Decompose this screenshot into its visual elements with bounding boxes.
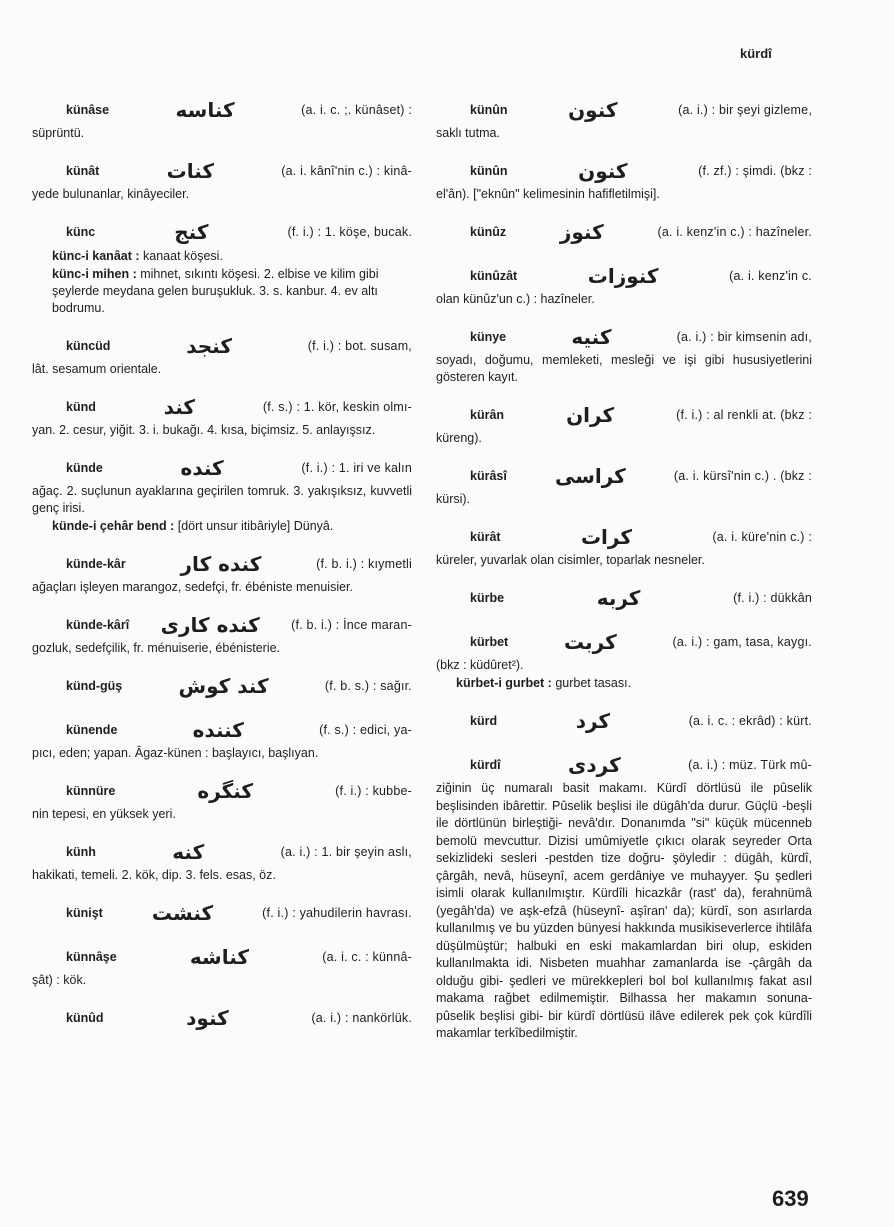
arabic-spelling: كناشه: [189, 944, 250, 969]
gloss-continuation: soyadı, doğumu, memleketi, mesleği ve işi gibi hususiyetlerini gösteren kayıt.: [436, 353, 812, 384]
dictionary-entry: [436, 522, 812, 569]
gloss-start: (f. i.) : yahudilerin havrası.: [262, 905, 412, 920]
sub-entry: [52, 266, 412, 317]
headword: künât: [66, 163, 100, 178]
gloss-start: (f. b. s.) : sağır.: [324, 678, 412, 693]
gloss-start: (f. i.) : dükkân: [733, 590, 812, 605]
gloss-continuation: gozluk, sedefçilik, fr. ménuiserie, ébénisterie.: [32, 641, 281, 655]
sub-entry-text: kanaat köşesi.: [143, 249, 223, 263]
dictionary-entry: [32, 942, 412, 989]
headword-line: [32, 942, 412, 972]
dictionary-entry: [32, 671, 412, 701]
arabic-spelling: كننده: [192, 717, 244, 742]
arabic-spelling: كنود: [186, 1005, 229, 1030]
dictionary-entry: [436, 261, 812, 308]
dictionary-entry: [32, 549, 412, 596]
dictionary-entry: [32, 776, 412, 823]
headword: kürdî: [470, 757, 501, 772]
gloss-continuation: yede bulunanlar, kinâyeciler.: [32, 187, 190, 201]
headword: künişt: [66, 905, 103, 920]
gloss-start: (a. i.) : nankörlük.: [311, 1010, 412, 1025]
gloss-start: (f. b. i.) : kıymetli: [316, 556, 412, 571]
gloss-start: (a. i.) : gam, tasa, kaygı.: [672, 634, 812, 649]
arabic-spelling: كنون: [578, 158, 628, 183]
dictionary-entry: [32, 1003, 412, 1033]
gloss-start: (f. i.) : kubbe-: [335, 783, 412, 798]
sub-entry-head: künc-i mihen :: [52, 267, 137, 281]
gloss-continuation: küreng).: [436, 431, 482, 445]
gloss-continuation: hakikati, temeli. 2. kök, dip. 3. fels. esas, öz.: [32, 868, 276, 882]
arabic-spelling: كربت: [563, 629, 617, 654]
headword-line: [32, 331, 412, 361]
sub-entry-head: kürbet-i gurbet :: [456, 676, 552, 690]
headword: künc: [66, 224, 96, 239]
gloss-continuation: el'ân). ["eknûn" kelimesinin hafifletilmişi].: [436, 187, 660, 201]
headword-line: [32, 715, 412, 745]
headword: künde-kâr: [66, 556, 126, 571]
headword-line: [32, 95, 412, 125]
arabic-spelling: كرد: [575, 708, 611, 733]
gloss-start: (f. i.) : 1. iri ve kalın: [301, 460, 412, 475]
sub-entry-head: künc-i kanâat :: [52, 249, 140, 263]
arabic-spelling: كرات: [580, 524, 632, 549]
headword-line: [436, 217, 812, 247]
headword: künûn: [470, 163, 508, 178]
dictionary-entry: [32, 95, 412, 142]
dictionary-entry: [436, 95, 812, 142]
arabic-spelling: كنون: [568, 97, 618, 122]
arabic-spelling: كنج: [174, 219, 209, 244]
gloss-continuation: yan. 2. cesur, yiğit. 3. i. bukağı. 4. kısa, biçimsiz. 5. anlayışsız.: [32, 423, 376, 437]
dictionary-entry: [436, 400, 812, 447]
gloss-continuation: küreler, yuvarlak olan cisimler, toparlak nesneler.: [436, 553, 705, 567]
dictionary-entry: [32, 715, 412, 762]
gloss-start: (f. i.) : al renkli at. (bkz :: [676, 407, 812, 422]
running-head: kürdî: [740, 46, 772, 61]
headword-line: [436, 706, 812, 736]
headword-line: [436, 95, 812, 125]
dictionary-entry: [436, 217, 812, 247]
dictionary-entry: [32, 610, 412, 657]
dictionary-entry: [32, 156, 412, 203]
headword-line: [32, 217, 412, 247]
gloss-start: (a. i. kânî'nin c.) : kinâ-: [281, 163, 412, 178]
headword: künh: [66, 844, 96, 859]
gloss-start: (f. s.) : 1. kör, keskin olmı-: [262, 399, 412, 414]
headword-line: [436, 461, 812, 491]
dictionary-entry: [436, 583, 812, 613]
dictionary-entry: [32, 898, 412, 928]
arabic-spelling: كنه: [172, 839, 205, 864]
headword-line: [436, 400, 812, 430]
gloss-continuation: şât) : kök.: [32, 973, 87, 987]
sub-entry: [52, 248, 412, 265]
arabic-spelling: كنده كارى: [160, 612, 260, 637]
sub-entry-head: künde-i çehâr bend :: [52, 519, 175, 533]
arabic-spelling: كنده: [180, 455, 224, 480]
gloss-continuation: olan künûz'un c.) : hazîneler.: [436, 292, 595, 306]
dictionary-entry: [436, 706, 812, 736]
gloss-start: (a. i.) : bir kimsenin adı,: [676, 329, 812, 344]
gloss-start: (a. i. c. : künnâ-: [322, 949, 412, 964]
headword-line: [436, 750, 812, 780]
page-number: 639: [772, 1186, 809, 1211]
headword-line: [32, 392, 412, 422]
headword: künde-kârî: [66, 617, 130, 632]
headword: küncüd: [66, 338, 111, 353]
headword-line: [32, 898, 412, 928]
gloss-start: (f. s.) : edici, ya-: [319, 722, 412, 737]
headword: künûzât: [470, 268, 518, 283]
gloss-continuation: kürsi).: [436, 492, 471, 506]
headword-line: [436, 322, 812, 352]
gloss-continuation: ziğinin üç numaralı basit makamı. Kürdî dörtlüsü ile pûselik beşlisinden ibârettir. Pûselik beşlisi ile dügâh'da durur. Güçlü -beşli ile dörtlünün birleştiği- nevâ'dır. Donanımda "si" küçük mücenneb bemolü mevcuttur. Dizisi umûmiyetle çıkıcı olarak seyreder Orta sekizlideki sesleri -pestden tize doğru- şöyledir : dügâh, kürdî, çârgâh, nevâ, hüseynî, acem gerdâniye ve muhayyer. Şu şedleri isimli olarak kullanılmıştır. Kürdîli hicazkâr (rast' da), ferahnümâ (yegâh'da) ve aşk-efzâ (hüseynî- aşîran' da); kürdî, son asırlarda kullanılmış ve bu yüzden bünyesi hakkında musikiseverlerce ihtilâfa düşülmüştür; halbuki en eski makamlardan biri olup, eskiden kullanılmakta idi. Nisbeten muahhar zamanlarda ise -çârgâh da olduğu gibi- şedleri ve mürekkepleri bol bol kullanılmış fakat asıl makama rağbet edilmemiştir. Bilhassa her makamın sonuna- pûselik beşlisi gibi- bir kürdî dörtlüsü ilâve edilerek pek çok kürdîli makamlar terkîbedilmiştir.: [436, 781, 812, 1040]
gloss-start: (a. i.) : bir şeyi gizleme,: [678, 102, 812, 117]
gloss-continuation: ağaç. 2. suçlunun ayaklarına geçirilen tomruk. 3. yakışıksız, kuvvetli genç irisi.: [32, 484, 412, 515]
gloss-start: (a. i. kenz'in c.) : hazîneler.: [657, 224, 812, 239]
arabic-spelling: كنوز: [559, 219, 604, 244]
gloss-continuation: saklı tutma.: [436, 126, 500, 140]
gloss-start: (a. i. c. ;. künâset) :: [301, 102, 412, 117]
headword-line: [32, 610, 412, 640]
headword: kürât: [470, 529, 501, 544]
headword: kürbe: [470, 590, 505, 605]
headword-line: [436, 522, 812, 552]
dictionary-entry: [436, 627, 812, 692]
dictionary-entry: [32, 453, 412, 535]
headword-line: [32, 671, 412, 701]
arabic-spelling: كران: [566, 402, 615, 427]
left-column: [32, 95, 412, 1047]
arabic-spelling: كند كوش: [178, 673, 269, 698]
gloss-start: (a. i. küre'nin c.) :: [712, 529, 812, 544]
headword-line: [436, 583, 812, 613]
headword: künûn: [470, 102, 508, 117]
gloss-start: (a. i.) : müz. Türk mû-: [688, 757, 812, 772]
headword: künde: [66, 460, 103, 475]
dictionary-entry: [436, 750, 812, 1043]
dictionary-entry: [436, 322, 812, 386]
sub-entry: [52, 518, 412, 535]
headword: künnâşe: [66, 949, 117, 964]
arabic-spelling: كند: [163, 394, 196, 419]
dictionary-entry: [436, 461, 812, 508]
arabic-spelling: كراسى: [554, 463, 626, 488]
arabic-spelling: كنده كار: [180, 551, 262, 576]
headword: kürâsî: [470, 468, 507, 483]
dictionary-entry: [32, 392, 412, 439]
arabic-spelling: كربه: [596, 585, 641, 610]
headword: künye: [470, 329, 507, 344]
dictionary-entry: [436, 156, 812, 203]
arabic-spelling: كنات: [166, 158, 214, 183]
arabic-spelling: كردى: [568, 752, 621, 777]
headword: künûd: [66, 1010, 104, 1025]
headword: künende: [66, 722, 118, 737]
gloss-start: (a. i.) : 1. bir şeyin aslı,: [280, 844, 412, 859]
arabic-spelling: كنوزات: [587, 263, 659, 288]
headword: künnüre: [66, 783, 116, 798]
headword: kürbet: [470, 634, 509, 649]
arabic-spelling: كنجد: [186, 333, 232, 358]
gloss-start: (f. i.) : 1. köşe, bucak.: [287, 224, 412, 239]
gloss-start: (a. i. kenz'in c.: [729, 268, 812, 283]
gloss-continuation: pıcı, eden; yapan. Âgaz-künen : başlayıcı, başlıyan.: [32, 746, 319, 760]
headword: künd: [66, 399, 96, 414]
gloss-start: (a. i. c. : ekrâd) : kürt.: [688, 713, 812, 728]
arabic-spelling: كنيه: [571, 324, 612, 349]
headword-line: [436, 261, 812, 291]
gloss-start: (a. i. kürsî'nin c.) . (bkz :: [673, 468, 812, 483]
arabic-spelling: كنشت: [151, 900, 214, 925]
headword-line: [32, 453, 412, 483]
gloss-start: (f. i.) : bot. susam,: [307, 338, 412, 353]
headword-line: [32, 156, 412, 186]
dictionary-entry: [32, 837, 412, 884]
sub-entry-text: [dört unsur itibâriyle] Dünyâ.: [177, 519, 334, 533]
headword-line: [32, 776, 412, 806]
gloss-continuation: (bkz : küdûret²).: [436, 658, 524, 672]
sub-entry: [456, 675, 812, 692]
headword: künâse: [66, 102, 110, 117]
arabic-spelling: كنگره: [197, 778, 254, 803]
gloss-start: (f. zf.) : şimdi. (bkz :: [698, 163, 812, 178]
headword-line: [32, 549, 412, 579]
headword: künd-güş: [66, 678, 123, 693]
gloss-continuation: ağaçları işleyen marangoz, sedefçi, fr. ébéniste menuisier.: [32, 580, 354, 594]
sub-entry-text: mihnet, sıkıntı köşesi. 2. elbise ve kilim gibi şeylerde meydana gelen buruşukluk. 3. s. kanbur. 4. ev altı bodrumu.: [52, 267, 379, 315]
sub-entry-text: gurbet tasası.: [555, 676, 632, 690]
headword-line: [32, 837, 412, 867]
arabic-spelling: كناسه: [175, 97, 235, 122]
dictionary-entry: [32, 217, 412, 317]
gloss-continuation: süprüntü.: [32, 126, 85, 140]
right-column: [436, 95, 812, 1057]
headword-line: [32, 1003, 412, 1033]
headword: kürd: [470, 713, 498, 728]
headword: künûz: [470, 224, 507, 239]
headword-line: [436, 627, 812, 657]
gloss-continuation: nin tepesi, en yüksek yeri.: [32, 807, 176, 821]
headword: kürân: [470, 407, 505, 422]
dictionary-entry: [32, 331, 412, 378]
headword-line: [436, 156, 812, 186]
gloss-continuation: lât. sesamum orientale.: [32, 362, 162, 376]
gloss-start: (f. b. i.) : İnce maran-: [291, 617, 412, 632]
